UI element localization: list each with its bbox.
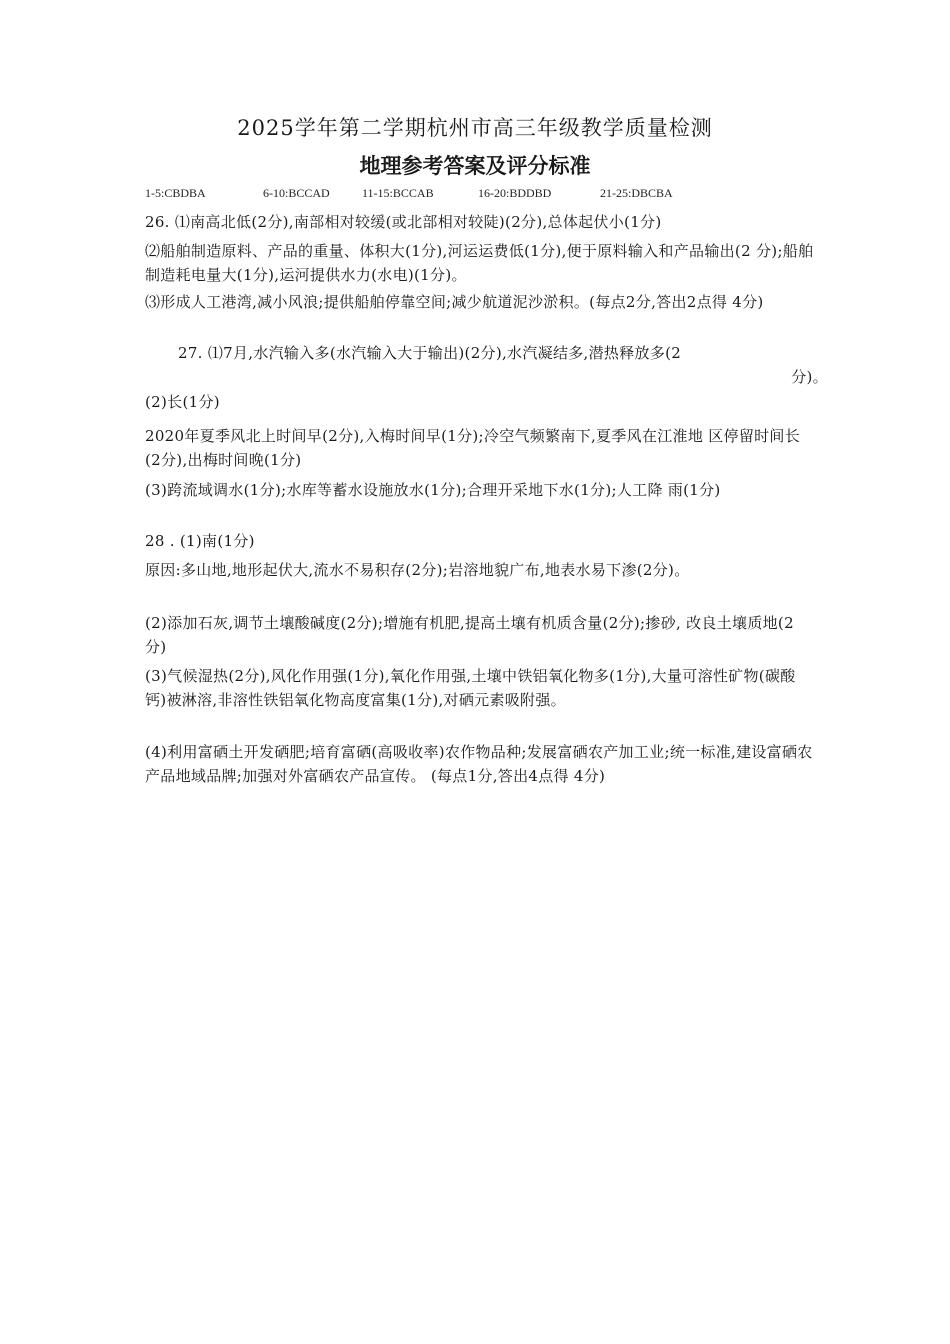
q28-part2: (2)添加石灰,调节土壤酸碱度(2分);增施有机肥,提高土壤有机质含量(2分);掺砂, 改良土壤质地(2分) [145, 614, 794, 656]
mc-answers-1-5: 1-5:CBDBA [145, 186, 206, 200]
mc-answers-6-10: 6-10:BCCAD [263, 186, 330, 200]
q26-part2: ⑵船舶制造原料、产品的重量、体积大(1分),河运运费低(1分),便于原料输入和产品输出(2 分);船舶制造耗电量大(1分),运河提供水力(水电)(1分)。 [145, 242, 814, 284]
q27-part1 [178, 341, 828, 389]
mc-answers-16-20: 16-20:BDDBD [478, 186, 552, 200]
q27-part1-line2: 分)。 [791, 368, 828, 386]
document-title: 2025学年第二学期杭州市高三年级教学质量检测 [237, 116, 713, 140]
q27-part3: (3)跨流域调水(1分);水库等蓄水设施放水(1分);合理开采地下水(1分);人工降 雨(1分) [145, 481, 721, 499]
q26-part3: ⑶形成人工港湾,减小风浪;提供船舶停靠空间;减少航道泥沙淤积。(每点2分,答出2点得 4分) [145, 293, 764, 311]
q27-part2: (2)长(1分) [145, 393, 220, 411]
q26-part1: 26. ⑴南高北低(2分),南部相对较缓(或北部相对较陡)(2分),总体起伏小(1分) [145, 213, 662, 231]
document-subtitle: 地理参考答案及评分标准 [359, 153, 591, 178]
q27-part2-reason: 2020年夏季风北上时间早(2分),入梅时间早(1分);冷空气频繁南下,夏季风在江淮地 区停留时间长(2分),出梅时间晚(1分) [145, 427, 801, 469]
q28-part3: (3)气候湿热(2分),风化作用强(1分),氧化作用强,土壤中铁铝氧化物多(1分),大量可溶性矿物(碳酸钙)被淋溶,非溶性铁铝氧化物高度富集(1分),对硒元素吸附强。 [145, 667, 796, 709]
q28-part1: 28 . (1)南(1分) [145, 532, 255, 550]
mc-answers-11-15: 11-15:BCCAB [362, 186, 434, 200]
q28-part4: (4)利用富硒土开发硒肥;培育富硒(高吸收率)农作物品种;发展富硒农产加工业;统一标准,建设富硒农产品地域品牌;加强对外富硒农产品宣传。 (每点1分,答出4点得 4分) [145, 743, 813, 785]
mc-answers-21-25: 21-25:DBCBA [600, 186, 673, 200]
q28-part1-reason: 原因:多山地,地形起伏大,流水不易积存(2分);岩溶地貌广布,地表水易下渗(2分)。 [145, 561, 690, 579]
q27-part1-line1: 27. ⑴7月,水汽输入多(水汽输入大于输出)(2分),水汽凝结多,潜热释放多(2 [178, 344, 682, 362]
